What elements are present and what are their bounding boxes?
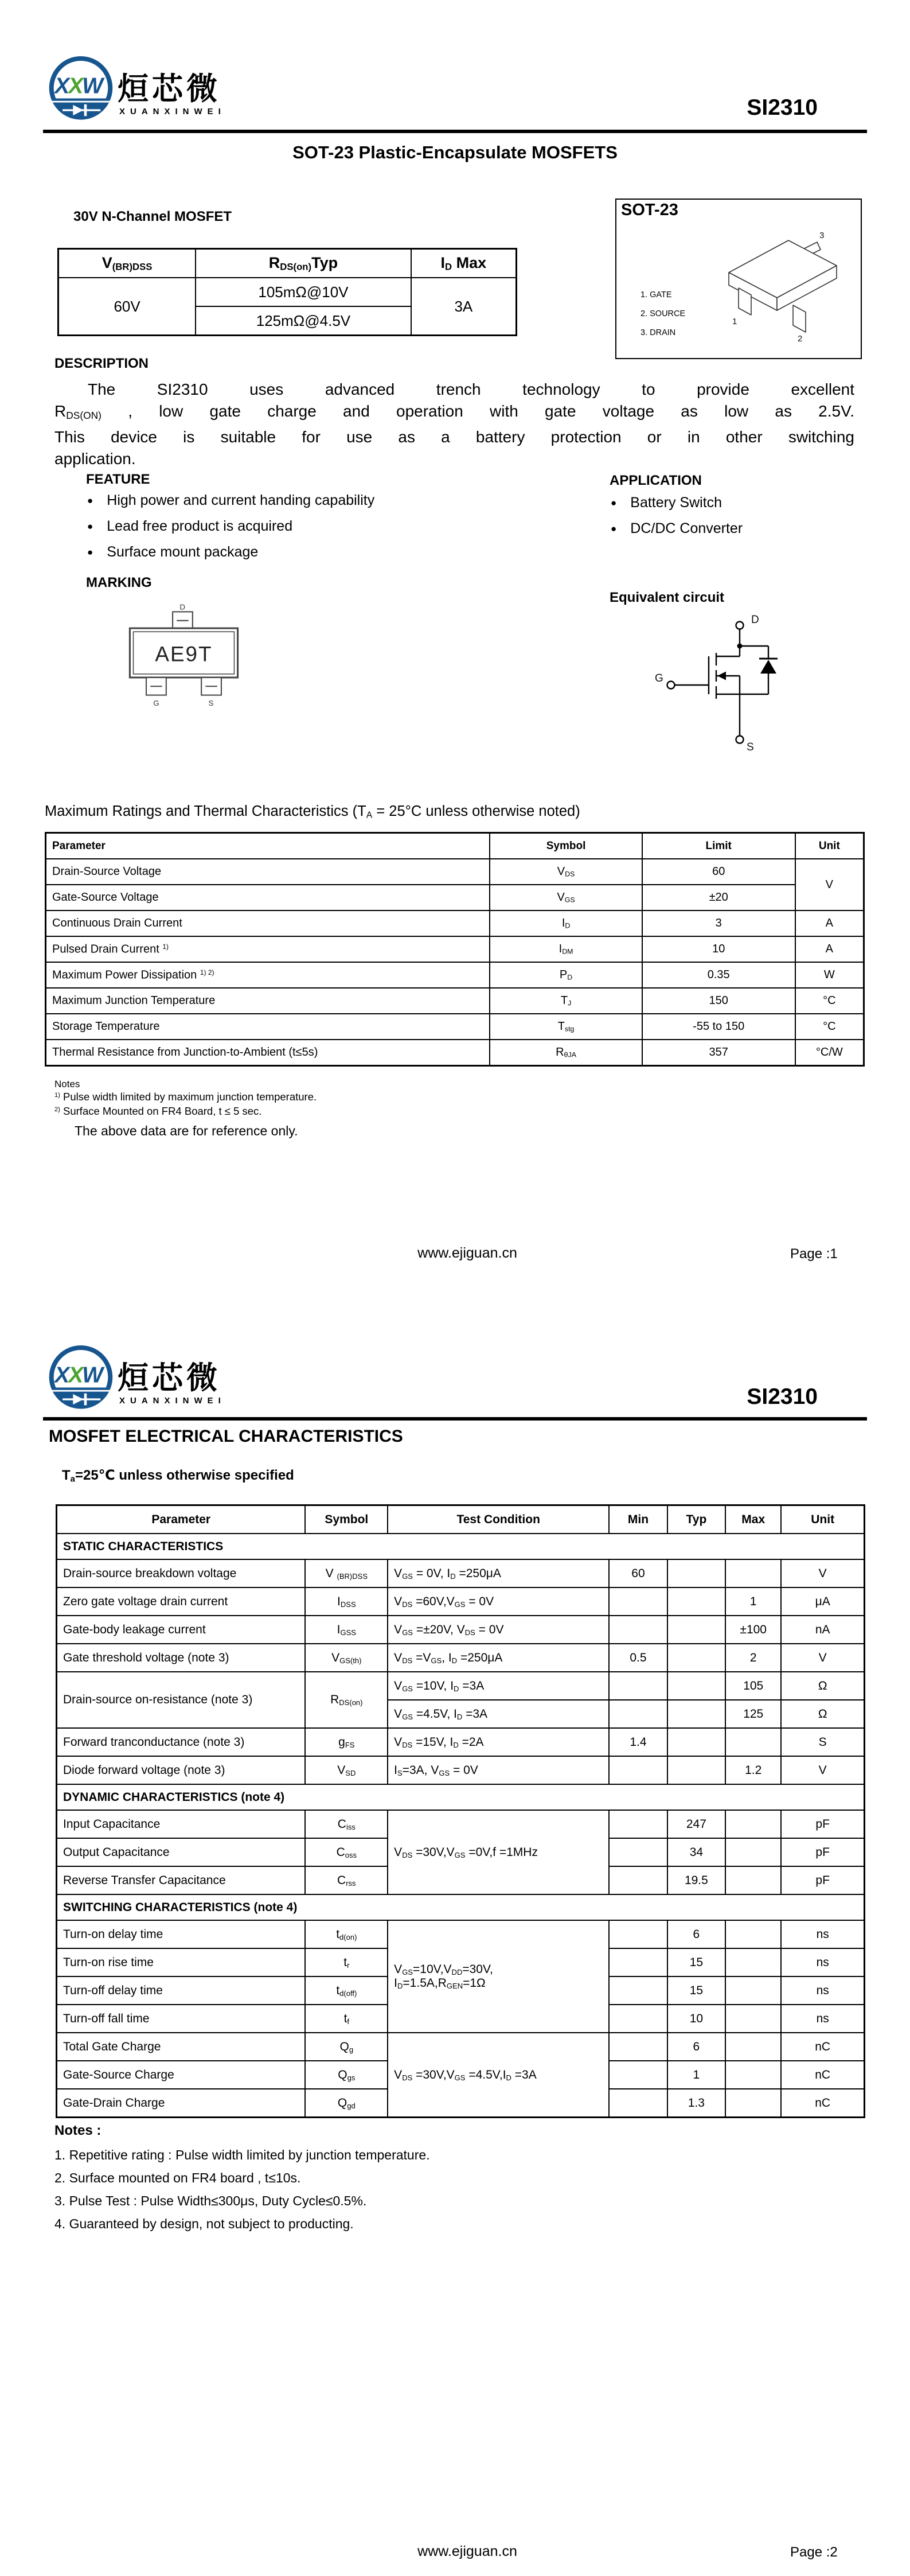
symbol-cell: $I_{DSS}$ (305, 1587, 388, 1616)
pin-drain: 3. DRAIN (640, 328, 676, 337)
unit-cell: V (795, 859, 864, 910)
symbol-cell: $P_D$ (490, 962, 642, 988)
section-label: SWITCHING CHARACTERISTICS (note 4) (57, 1894, 865, 1920)
application-heading: APPLICATION (610, 473, 702, 488)
condition-cell: $I_S=3A$, $V_{GS} = 0V$ (388, 1756, 609, 1784)
max-cell: ±100 (725, 1616, 781, 1644)
brand-en-name: XUANXINWEI (119, 1396, 226, 1406)
condition-cell: $V_{DS} =30V,V_{GS} =4.5V,I_D =3A$ (388, 2033, 609, 2118)
typ-cell: 10 (667, 2005, 725, 2033)
condition-cell: $V_{GS}=10V,V_{DD}=30V$, $I_D=1.5A,R_{GEN}=1\Omega$ (388, 1920, 609, 2033)
max-cell (725, 2005, 781, 2033)
page-title: SOT-23 Plastic-Encapsulate MOSFETS (292, 142, 618, 162)
unit-cell: pF (781, 1838, 864, 1866)
footer-website: www.ejiguan.cn (417, 1245, 517, 1261)
table-row (46, 859, 864, 885)
symbol-cell: $Q_{gs}$ (305, 2061, 388, 2089)
limit-cell: ±20 (642, 885, 795, 910)
typ-cell (667, 1700, 725, 1728)
limit-cell: 60 (642, 859, 795, 885)
col-test-condition: Test Condition (388, 1505, 609, 1534)
logo-letter: X (68, 1363, 84, 1388)
min-cell (609, 1587, 667, 1616)
note-item: 3. Pulse Test : Pulse Width≤300μs, Duty Cycle≤0.5%. (54, 2193, 367, 2208)
package-3d-drawing (707, 225, 856, 345)
unit-cell: A (795, 936, 864, 962)
rds-10v-cell: 105mΩ@10V (196, 278, 411, 306)
bullet-icon: ● (87, 546, 93, 558)
pin-gate: 1. GATE (640, 290, 672, 299)
table-row (57, 1920, 865, 1948)
notes-heading: Notes (54, 1079, 80, 1089)
footer-page-number: Page :1 (790, 1246, 838, 1262)
col-header-rdson: $R_{DS(on)}Typ$ (196, 249, 411, 278)
lead-1-label: 1 (732, 317, 737, 326)
unit-cell: nC (781, 2033, 864, 2061)
max-cell: 1 (725, 1587, 781, 1616)
condition-cell: $V_{GS} =10V$, $I_D =3A$ (388, 1672, 609, 1700)
package-name: SOT-23 (621, 201, 678, 219)
typ-cell: 15 (667, 1948, 725, 1976)
symbol-cell: $V_{DS}$ (490, 859, 642, 885)
symbol-cell: $I_{DM}$ (490, 936, 642, 962)
min-cell (609, 1976, 667, 2005)
logo-letter: W (82, 73, 103, 99)
symbol-cell: $Q_{gd}$ (305, 2089, 388, 2118)
symbol-cell: $T_J$ (490, 988, 642, 1014)
description-paragraph (54, 379, 854, 470)
col-header-idmax: $I_D$ Max (411, 249, 517, 278)
symbol-cell: $I_D$ (490, 910, 642, 936)
param-cell: Pulsed Drain Current $^{1)}$ (46, 936, 490, 962)
table-row (46, 885, 864, 910)
param-cell: Drain-source on-resistance (note 3) (57, 1672, 306, 1728)
max-cell (725, 1920, 781, 1948)
symbol-cell: $C_{rss}$ (305, 1866, 388, 1894)
table-row (57, 1672, 865, 1700)
vbrdss-cell: 60V (58, 278, 196, 336)
unit-cell: V (781, 1756, 864, 1784)
param-cell: Maximum Power Dissipation $^{1) 2)}$ (46, 962, 490, 988)
table-header-row (58, 249, 517, 278)
marking-drawing (125, 602, 243, 731)
unit-cell: V (781, 1644, 864, 1672)
min-cell (609, 1756, 667, 1784)
condition-cell: $V_{GS} =4.5V$, $I_D =3A$ (388, 1700, 609, 1728)
marking-pin-s: S (208, 699, 214, 707)
col-max: Max (725, 1505, 781, 1534)
company-logo (48, 55, 114, 123)
symbol-cell: $t_{d(off)}$ (305, 1976, 388, 2005)
lead-3-label: 3 (819, 231, 825, 240)
electrical-characteristics-heading: MOSFET ELECTRICAL CHARACTERISTICS (49, 1427, 403, 1446)
max-cell (725, 1866, 781, 1894)
bullet-icon: ● (611, 523, 617, 534)
condition-cell: $V_{DS} =60V,V_{GS} = 0V$ (388, 1587, 609, 1616)
footer-page-number: Page :2 (790, 2544, 838, 2560)
symbol-cell: V $_{(BR)DSS}$ (305, 1559, 388, 1587)
unit-cell: Ω (781, 1672, 864, 1700)
symbol-cell: $I_{GSS}$ (305, 1616, 388, 1644)
note-item: $^{1)}$ Pulse width limited by maximum junction temperature. (54, 1091, 317, 1103)
param-cell: Turn-off fall time (57, 2005, 306, 2033)
brand-en-name: XUANXINWEI (119, 107, 226, 116)
typ-cell (667, 1616, 725, 1644)
notes-heading: Notes : (54, 2123, 101, 2138)
part-number: SI2310 (747, 1384, 818, 1409)
param-cell: Maximum Junction Temperature (46, 988, 490, 1014)
feature-item-label: Surface mount package (107, 544, 259, 560)
condition-cell: $V_{GS} = 0V$, $I_D =250\mu A$ (388, 1559, 609, 1587)
param-cell: Drain-source breakdown voltage (57, 1559, 306, 1587)
page-2 (0, 1299, 910, 2576)
table-row (57, 1587, 865, 1616)
feature-item-label: Lead free product is acquired (107, 518, 293, 534)
mosfet-symbol-drawing (641, 608, 802, 757)
unit-cell: A (795, 910, 864, 936)
max-cell (725, 1559, 781, 1587)
ratings-table (45, 832, 865, 1067)
unit-cell: °C/W (795, 1040, 864, 1066)
min-cell (609, 1810, 667, 1838)
min-cell: 1.4 (609, 1728, 667, 1756)
min-cell (609, 2005, 667, 2033)
company-logo (48, 1344, 114, 1412)
ratings-caption: Maximum Ratings and Thermal Characteristics ($T_A = 25^\circ C$ unless otherwise noted) (45, 803, 580, 820)
table-row (46, 910, 864, 936)
limit-cell: 0.35 (642, 962, 795, 988)
terminal-g-label: G (655, 672, 663, 684)
symbol-cell: $V_{GS}$ (490, 885, 642, 910)
footer-website: www.ejiguan.cn (417, 2543, 517, 2559)
equivalent-circuit-heading: Equivalent circuit (610, 590, 725, 605)
col-unit: Unit (795, 833, 864, 859)
symbol-cell: $R_{\theta JA}$ (490, 1040, 642, 1066)
col-parameter: Parameter (46, 833, 490, 859)
unit-cell: nC (781, 2089, 864, 2118)
min-cell (609, 1616, 667, 1644)
unit-cell: ns (781, 1948, 864, 1976)
param-cell: Input Capacitance (57, 1810, 306, 1838)
note-item: $^{2)}$ Surface Mounted on FR4 Board, t ≤ 5 sec. (54, 1105, 262, 1117)
symbol-cell: $t_f$ (305, 2005, 388, 2033)
note-item: 1. Repetitive rating : Pulse width limited by junction temperature. (54, 2147, 430, 2162)
unit-cell: nA (781, 1616, 864, 1644)
param-cell: Thermal Resistance from Junction-to-Ambient (t≤5s) (46, 1040, 490, 1066)
description-heading: DESCRIPTION (54, 356, 149, 371)
col-unit: Unit (781, 1505, 864, 1534)
test-condition-note: $T_a=25℃$ unless otherwise specified (62, 1468, 294, 1484)
pin-source: 2. SOURCE (640, 309, 686, 318)
condition-cell: $V_{DS} =30V,V_{GS} =0V,f =1MHz$ (388, 1810, 609, 1894)
max-cell (725, 1948, 781, 1976)
typ-cell (667, 1559, 725, 1587)
marking-pin-d: D (179, 602, 185, 612)
max-cell (725, 1810, 781, 1838)
feature-item (87, 544, 258, 561)
unit-cell: μA (781, 1587, 864, 1616)
param-cell: Reverse Transfer Capacitance (57, 1866, 306, 1894)
param-cell: Turn-on delay time (57, 1920, 306, 1948)
table-row (46, 988, 864, 1014)
symbol-cell: $V_{GS(th)}$ (305, 1644, 388, 1672)
unit-cell: ns (781, 1920, 864, 1948)
table-row (57, 1728, 865, 1756)
marking-code: AE9T (155, 642, 213, 666)
application-item-label: Battery Switch (630, 495, 722, 511)
logo-letter: X (54, 73, 70, 99)
feature-item (87, 518, 292, 535)
logo-letter: X (54, 1363, 70, 1388)
typ-cell: 1 (667, 2061, 725, 2089)
max-cell (725, 1976, 781, 2005)
symbol-cell: $Q_g$ (305, 2033, 388, 2061)
feature-item (87, 492, 374, 509)
mosfet-arrow (717, 672, 726, 680)
symbol-cell: $V_{SD}$ (305, 1756, 388, 1784)
header-rule (43, 130, 867, 133)
limit-cell: 150 (642, 988, 795, 1014)
param-cell: Diode forward voltage (note 3) (57, 1756, 306, 1784)
min-cell (609, 1672, 667, 1700)
param-cell: Continuous Drain Current (46, 910, 490, 936)
param-cell: Total Gate Charge (57, 2033, 306, 2061)
section-row-switching (57, 1894, 865, 1920)
electrical-characteristics-table (56, 1504, 865, 2118)
feature-item-label: High power and current handing capability (107, 492, 375, 508)
param-cell: Turn-off delay time (57, 1976, 306, 2005)
typ-cell (667, 1644, 725, 1672)
limit-cell: -55 to 150 (642, 1014, 795, 1040)
logo-letter: W (82, 1363, 103, 1388)
unit-cell: ns (781, 1976, 864, 2005)
device-subtitle: 30V N-Channel MOSFET (73, 209, 232, 224)
pin-assignment-list (640, 286, 685, 343)
param-cell: Output Capacitance (57, 1838, 306, 1866)
table-row (57, 1616, 865, 1644)
application-item-label: DC/DC Converter (630, 520, 743, 536)
marking-heading: MARKING (86, 575, 152, 590)
unit-cell: W (795, 962, 864, 988)
min-cell (609, 1838, 667, 1866)
max-cell (725, 1728, 781, 1756)
col-limit: Limit (642, 833, 795, 859)
unit-cell: °C (795, 1014, 864, 1040)
unit-cell: °C (795, 988, 864, 1014)
unit-cell: V (781, 1559, 864, 1587)
min-cell: 0.5 (609, 1644, 667, 1672)
col-header-vbrdss: $V_{(BR)DSS}$ (58, 249, 196, 278)
min-cell (609, 2089, 667, 2118)
col-min: Min (609, 1505, 667, 1534)
symbol-cell: $C_{oss}$ (305, 1838, 388, 1866)
typ-cell: 247 (667, 1810, 725, 1838)
unit-cell: ns (781, 2005, 864, 2033)
brand-cn-name: 烜芯微 (118, 72, 221, 106)
symbol-cell: $T_{stg}$ (490, 1014, 642, 1040)
table-header-row (57, 1505, 865, 1534)
description-line: This device is suitable for use as a battery protection or in other switching (54, 427, 854, 446)
param-cell: Gate threshold voltage (note 3) (57, 1644, 306, 1672)
condition-cell: $V_{DS} =15V$, $I_D =2A$ (388, 1728, 609, 1756)
max-cell: 1.2 (725, 1756, 781, 1784)
param-cell: Gate-Source Voltage (46, 885, 490, 910)
table-row (46, 936, 864, 962)
param-cell: Drain-Source Voltage (46, 859, 490, 885)
max-cell (725, 2089, 781, 2118)
bullet-icon: ● (611, 497, 617, 508)
application-item (611, 520, 743, 537)
table-row (57, 1810, 865, 1838)
max-cell (725, 2033, 781, 2061)
typ-cell (667, 1756, 725, 1784)
brand-cn-name: 烜芯微 (118, 1361, 221, 1395)
table-row (57, 1756, 865, 1784)
symbol-cell: $g_{FS}$ (305, 1728, 388, 1756)
unit-cell: Ω (781, 1700, 864, 1728)
table-row (58, 278, 517, 306)
description-line: application. (54, 449, 136, 468)
table-row (46, 962, 864, 988)
symbol-cell: $R_{DS(on)}$ (305, 1672, 388, 1728)
col-symbol: Symbol (490, 833, 642, 859)
typ-cell (667, 1728, 725, 1756)
rds-45v-cell: 125mΩ@4.5V (196, 306, 411, 336)
body-diode (760, 660, 776, 674)
col-typ: Typ (667, 1505, 725, 1534)
max-cell: 125 (725, 1700, 781, 1728)
typ-cell: 1.3 (667, 2089, 725, 2118)
max-cell (725, 1838, 781, 1866)
typ-cell: 6 (667, 2033, 725, 2061)
limit-cell: 10 (642, 936, 795, 962)
reference-note: The above data are for reference only. (75, 1123, 298, 1138)
param-cell: Gate-Source Charge (57, 2061, 306, 2089)
typ-cell (667, 1587, 725, 1616)
note-item: 2. Surface mounted on FR4 board , t≤10s. (54, 2170, 301, 2185)
table-row (57, 1559, 865, 1587)
section-label: STATIC CHARACTERISTICS (57, 1534, 865, 1559)
symbol-cell: $t_{d(on)}$ (305, 1920, 388, 1948)
table-row (46, 1040, 864, 1066)
typ-cell: 15 (667, 1976, 725, 2005)
min-cell (609, 2061, 667, 2089)
lead-2 (793, 305, 806, 332)
typ-cell: 6 (667, 1920, 725, 1948)
note-item: 4. Guaranteed by design, not subject to producting. (54, 2216, 354, 2231)
max-cell: 2 (725, 1644, 781, 1672)
param-cell: Turn-on rise time (57, 1948, 306, 1976)
limit-cell: 3 (642, 910, 795, 936)
bullet-icon: ● (87, 495, 93, 506)
param-cell: Forward tranconductance (note 3) (57, 1728, 306, 1756)
bullet-icon: ● (87, 520, 93, 532)
table-header-row (46, 833, 864, 859)
col-symbol: Symbol (305, 1505, 388, 1534)
min-cell: 60 (609, 1559, 667, 1587)
unit-cell: pF (781, 1866, 864, 1894)
unit-cell: S (781, 1728, 864, 1756)
param-cell: Gate-body leakage current (57, 1616, 306, 1644)
table-row (46, 1014, 864, 1040)
table-row (57, 1644, 865, 1672)
table-row (57, 2033, 865, 2061)
section-row-dynamic (57, 1784, 865, 1810)
description-line: $R_{DS(ON)}$ , low gate charge and operation with gate voltage as low as 2.5V. (54, 402, 854, 421)
lead-2-label: 2 (798, 334, 803, 344)
typ-cell: 19.5 (667, 1866, 725, 1894)
max-cell (725, 2061, 781, 2089)
summary-table (57, 248, 517, 336)
section-row-static (57, 1534, 865, 1559)
min-cell (609, 1866, 667, 1894)
package-outline-box (615, 199, 862, 359)
feature-heading: FEATURE (86, 472, 150, 487)
part-number: SI2310 (747, 95, 818, 120)
param-cell: Gate-Drain Charge (57, 2089, 306, 2118)
param-cell: Zero gate voltage drain current (57, 1587, 306, 1616)
limit-cell: 357 (642, 1040, 795, 1066)
condition-cell: $V_{DS} =V_{GS}$, $I_D =250\mu A$ (388, 1644, 609, 1672)
min-cell (609, 1700, 667, 1728)
condition-cell: $V_{GS} =\pm 20V$, $V_{DS} = 0V$ (388, 1616, 609, 1644)
symbol-cell: $C_{iss}$ (305, 1810, 388, 1838)
param-cell: Storage Temperature (46, 1014, 490, 1040)
min-cell (609, 1948, 667, 1976)
max-cell: 105 (725, 1672, 781, 1700)
description-line: The SI2310 uses advanced trench technology to provide excellent (88, 380, 854, 398)
terminal-d-label: D (751, 614, 759, 626)
marking-pin-g: G (153, 699, 159, 707)
header-rule (43, 1417, 867, 1421)
terminal-s-label: S (747, 741, 754, 753)
unit-cell: pF (781, 1810, 864, 1838)
logo-letter: X (68, 73, 84, 99)
idmax-cell: 3A (411, 278, 517, 336)
application-item (611, 495, 722, 511)
unit-cell: nC (781, 2061, 864, 2089)
typ-cell (667, 1672, 725, 1700)
col-parameter: Parameter (57, 1505, 306, 1534)
section-label: DYNAMIC CHARACTERISTICS (note 4) (57, 1784, 865, 1810)
min-cell (609, 1920, 667, 1948)
symbol-cell: $t_r$ (305, 1948, 388, 1976)
min-cell (609, 2033, 667, 2061)
typ-cell: 34 (667, 1838, 725, 1866)
